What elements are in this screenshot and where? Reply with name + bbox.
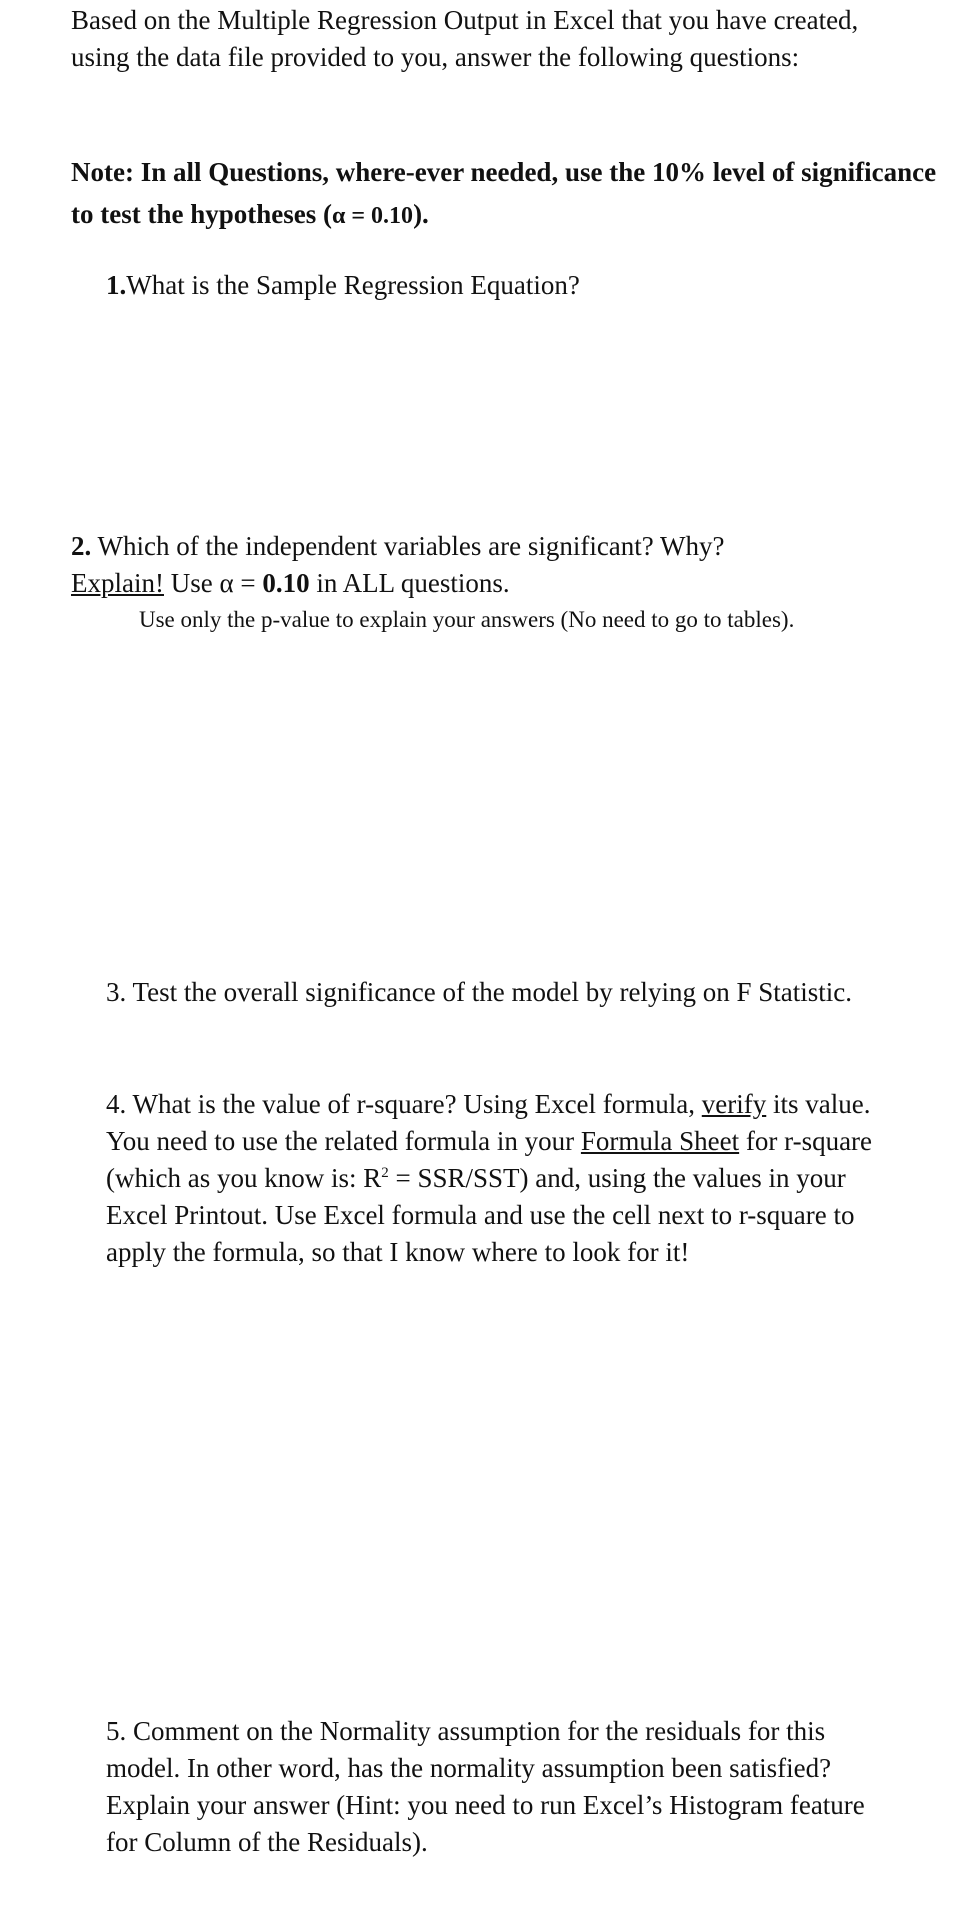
question-2-rest: in ALL questions. xyxy=(309,568,510,598)
question-4-part-2: its value. You need to use the related formula in your xyxy=(106,1089,871,1156)
question-2-use: Use α = xyxy=(163,568,263,598)
question-2-subnote: Use only the p-value to explain your answers (No need to go to tables). xyxy=(139,607,795,632)
question-2-explain: Explain! xyxy=(71,568,164,598)
question-1-number: 1. xyxy=(106,270,127,300)
question-5: 5. Comment on the Normality assumption for the residuals for this model. In other word, has the normality assumption been satisfied? Explain your answer (Hint: you need to run Excel’s Histogram feature for Column of the Residuals). xyxy=(106,1716,865,1857)
note-alpha-expression: α = 0.10 xyxy=(331,203,414,229)
question-1-text: What is the Sample Regression Equation? xyxy=(126,270,580,300)
note-close: ). xyxy=(413,199,429,229)
question-4-superscript: 2 xyxy=(381,1165,389,1181)
intro-paragraph: Based on the Multiple Regression Output in Excel that you have created, using the data file provided to you, answer the following questions: xyxy=(71,5,859,72)
question-2-alpha-value: 0.10 xyxy=(262,568,310,598)
question-4-verify: verify xyxy=(701,1089,767,1119)
question-3: 3. Test the overall significance of the model by relying on F Statistic. xyxy=(106,977,852,1007)
question-2-text: Which of the independent variables are significant? Why? xyxy=(91,531,725,561)
question-4-part-4: = SSR/SST) and, using the values in your Excel Printout. Use Excel formula and use the cell next to r-square to apply the formula, so that I know where to look for it! xyxy=(106,1163,855,1267)
question-2-number: 2. xyxy=(71,531,92,561)
question-2 xyxy=(71,528,931,602)
question-1 xyxy=(106,267,580,304)
question-4-part-1: 4. What is the value of r-square? Using Excel formula, xyxy=(106,1089,702,1119)
question-4-formula-sheet: Formula Sheet xyxy=(580,1126,740,1156)
note-text: Note: In all Questions, where-ever needed, use the 10% level of significance to test the hypotheses ( xyxy=(71,157,937,229)
significance-note xyxy=(71,151,941,237)
question-4 xyxy=(106,1086,886,1271)
question-4-part-3: for r-square (which as you know is: R xyxy=(106,1126,873,1193)
